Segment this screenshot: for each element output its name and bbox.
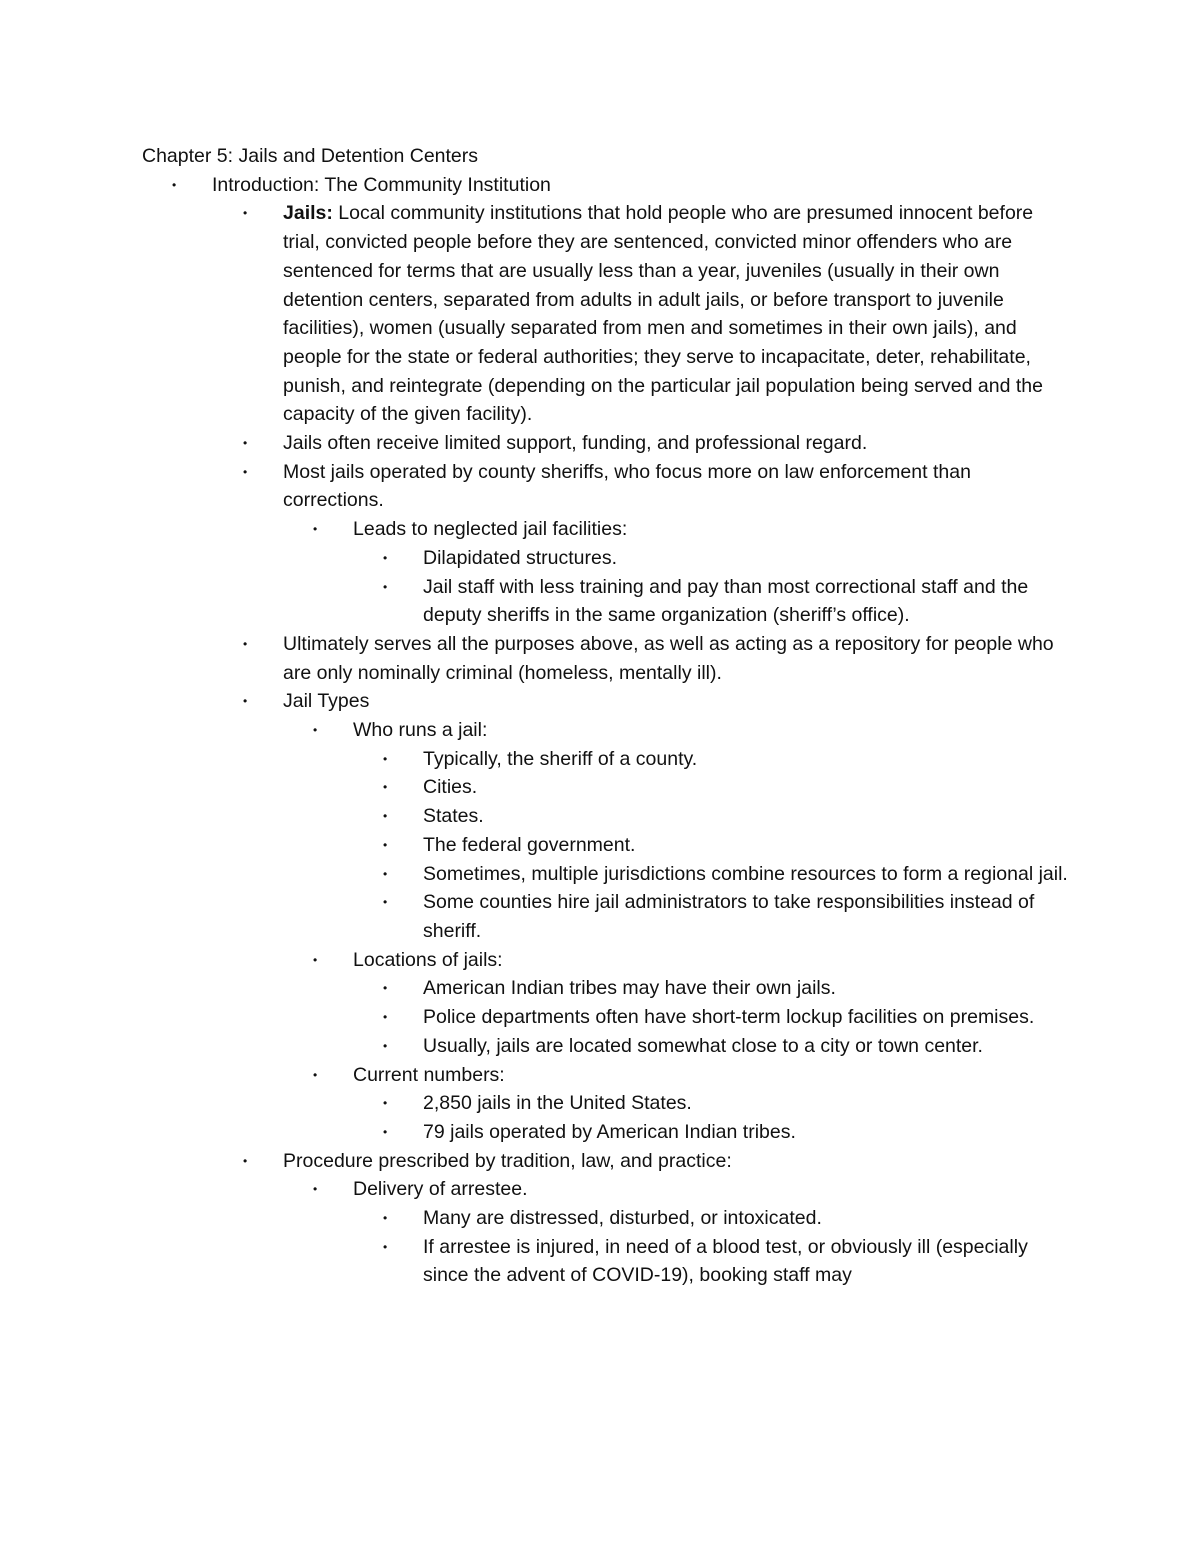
bullet-icon: • [313,952,318,967]
bullet-icon: • [383,1010,388,1025]
bullet-icon: • [313,1182,318,1197]
outline-item-level-2 [142,1147,1072,1176]
outline-item-level-4 [142,974,1072,1003]
outline-item-text: Current numbers: [353,1063,505,1086]
bullet-icon: • [383,751,388,766]
bullet-icon: • [243,436,248,451]
outline-item-level-2 [142,630,1072,687]
outline-item-level-4 [142,860,1072,889]
bullet-icon: • [383,1239,388,1254]
outline-item-level-4 [142,544,1072,573]
bullet-icon: • [383,837,388,852]
page-title: Chapter 5: Jails and Detention Centers [142,145,479,167]
outline-item-text: Jails often receive limited support, funding, and professional regard. [283,432,868,455]
outline-item-text: Leads to neglected jail facilities: [353,518,628,541]
outline-item-text: Jail staff with less training and pay than most correctional staff and the deputy sheriffs in the same organization (sheriff’s office). [423,575,1029,627]
outline-item-level-2 [142,199,1072,429]
outline-item-text: Many are distressed, disturbed, or intoxicated. [423,1207,822,1230]
outline-item-level-4 [142,888,1072,945]
document-body [142,142,1072,1290]
outline-item-text: Procedure prescribed by tradition, law, and practice: [283,1149,732,1172]
outline-item-text: Ultimately serves all the purposes above, as well as acting as a repository for people who are only nominally criminal (homeless, mentally ill). [283,632,1054,684]
outline-item-level-4 [142,1233,1072,1290]
outline-item-level-4 [142,1118,1072,1147]
bullet-icon: • [383,1211,388,1226]
bullet-icon: • [383,866,388,881]
outline-item-text: 79 jails operated by American Indian tribes. [423,1120,796,1143]
outline-item-level-4 [142,1204,1072,1233]
bullet-icon: • [383,550,388,565]
outline-item-level-3 [142,1175,1072,1204]
bullet-icon: • [383,1038,388,1053]
outline-item-text: Usually, jails are located somewhat close to a city or town center. [423,1034,983,1057]
outline-item-text: Locations of jails: [353,948,503,971]
bullet-icon: • [243,1153,248,1168]
outline-item-level-2 [142,429,1072,458]
outline-item-text: Most jails operated by county sheriffs, who focus more on law enforcement than corrections. [283,460,971,512]
bullet-icon: • [172,177,177,192]
outline-item-level-2 [142,458,1072,515]
outline-item-text: The federal government. [423,833,636,856]
outline-item-text: Who runs a jail: [353,719,488,742]
outline-item-text: Dilapidated structures. [423,546,618,569]
outline-item-text: Delivery of arrestee. [353,1178,528,1201]
outline-item-text: Typically, the sheriff of a county. [423,747,698,770]
outline-item-text: American Indian tribes may have their own jails. [423,977,836,1000]
bullet-icon: • [243,206,248,221]
outline-item-level-3 [142,716,1072,745]
bullet-icon: • [313,1067,318,1082]
bullet-icon: • [383,1096,388,1111]
outline-item-text: Local community institutions that hold people who are presumed innocent before trial, convicted people before they are sentenced, convicted minor offenders who are sentenced for terms that are usually less than a year, juveniles (usually in their own detention centers, separated from adults in adult jails, or before transport to juvenile facilities), women (usually separated from men and sometimes in their own jails), and people for the state or federal authorities; they serve to incapacitate, deter, rehabilitate, punish, and reintegrate (depending on the particular jail population being served and the capacity of the given facility). [283,202,1043,426]
outline-item-level-4 [142,1032,1072,1061]
bullet-icon: • [383,981,388,996]
bullet-icon: • [383,579,388,594]
outline-item-text: Some counties hire jail administrators to take responsibilities instead of sheriff. [423,891,1035,942]
outline-item-text: Cities. [423,776,478,799]
outline-item-level-4 [142,1003,1072,1032]
outline-item-level-4 [142,773,1072,802]
bullet-icon: • [383,809,388,824]
bullet-icon: • [383,780,388,795]
bullet-icon: • [243,464,248,479]
bullet-icon: • [313,522,318,537]
outline-item-level-3 [142,515,1072,544]
outline-item-level-2 [142,687,1072,716]
outline-item-text: Introduction: The Community Institution [212,173,551,196]
outline-item-text: Jail Types [283,690,370,713]
outline-item-level-4 [142,745,1072,774]
outline-item-level-4 [142,831,1072,860]
outline-item-level-4 [142,1089,1072,1118]
outline-item-text: 2,850 jails in the United States. [423,1092,692,1115]
outline-item-level-1 [142,171,1072,200]
term-label: Jails: [283,202,333,225]
outline-item-text: Sometimes, multiple jurisdictions combine resources to form a regional jail. [423,862,1068,885]
bullet-icon: • [383,895,388,910]
bullet-icon: • [313,723,318,738]
outline-item-level-3 [142,946,1072,975]
outline-item-level-4 [142,573,1072,630]
outline-item-text: If arrestee is injured, in need of a blood test, or obviously ill (especially since the advent of COVID-19), booking staff may [423,1235,1028,1287]
outline-item-text: States. [423,805,484,828]
outline-item-level-4 [142,802,1072,831]
bullet-icon: • [243,636,248,651]
outline-item-text: Police departments often have short-term lockup facilities on premises. [423,1006,1035,1029]
bullet-icon: • [243,694,248,709]
bullet-icon: • [383,1124,388,1139]
outline-list [142,171,1072,1290]
outline-item-level-3 [142,1061,1072,1090]
